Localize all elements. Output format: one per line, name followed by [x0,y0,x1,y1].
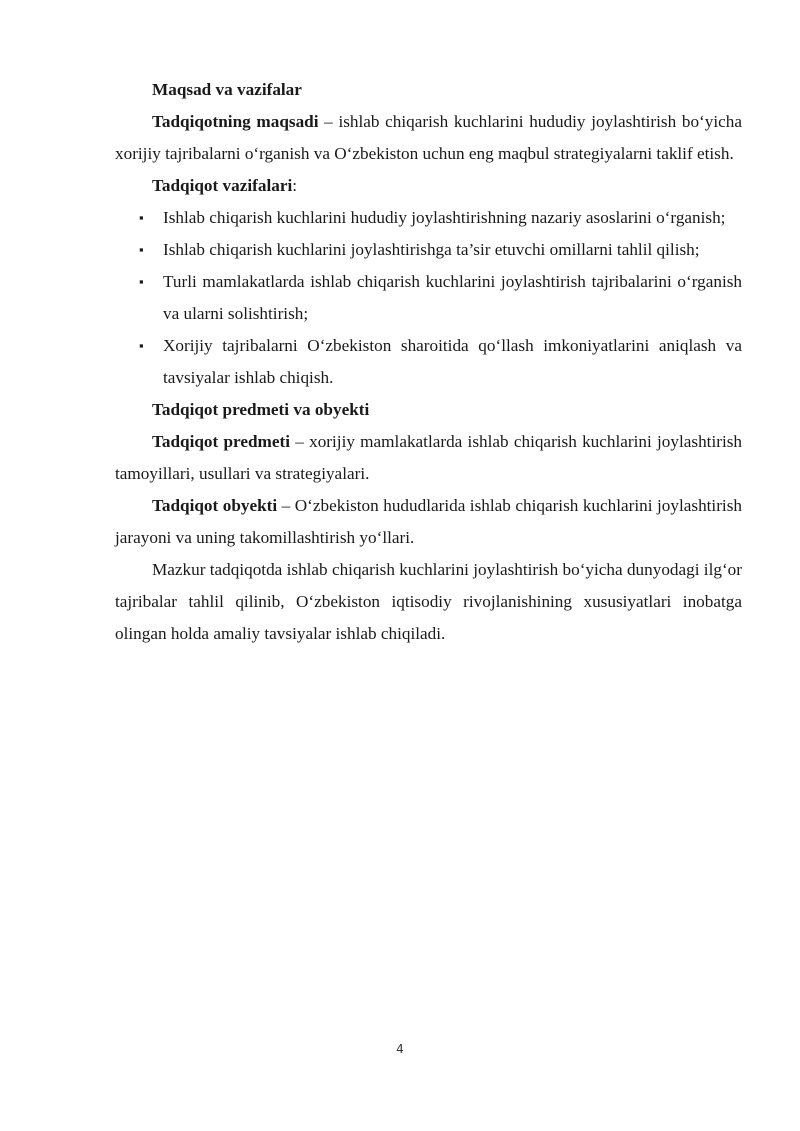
list-item-text: Xorijiy tajribalarni O‘zbekiston sharoitida qo‘llash imkoniyatlarini aniqlash va tavsiyalar ishlab chiqish. [163,336,742,387]
tasks-list [115,202,742,394]
section-heading-aims: Maqsad va vazifalar [152,80,302,99]
bullet-icon: ▪ [139,274,144,289]
page-body [115,74,742,650]
subject-paragraph [115,426,742,490]
list-item-text: Turli mamlakatlarda ishlab chiqarish kuchlarini joylashtirish tajribalarini o‘rganish va ularni solishtirish; [163,272,742,323]
list-item [115,234,742,266]
object-text: – O‘zbekiston hududlarida ishlab chiqarish kuchlarini joylashtirish jarayoni va uning takomillashtirish yo‘llari. [115,496,742,547]
bullet-icon: ▪ [139,242,144,257]
bullet-icon: ▪ [139,338,144,353]
subject-lead: Tadqiqot predmeti [152,432,291,451]
list-item [115,266,742,330]
tasks-lead: Tadqiqot vazifalari [152,176,293,195]
page-number: 4 [396,1042,404,1056]
object-lead: Tadqiqot obyekti [152,496,278,515]
list-item [115,330,742,394]
subject-text: – xorijiy mamlakatlarda ishlab chiqarish kuchlarini joylashtirish tamoyillari, usullari va strategiyalari. [115,432,742,483]
conclusion-paragraph: Mazkur tadqiqotda ishlab chiqarish kuchlarini joylashtirish bo‘yicha dunyodagi ilg‘or tajribalar tahlil qilinib, O‘zbekiston iqtisodiy rivojlanishining xususiyatlari inobatga olingan holda amaliy tavsiyalar ishlab chiqiladi. [115,560,742,643]
aim-lead: Tadqiqotning maqsadi [152,112,319,131]
aim-paragraph [115,106,742,170]
list-item-text: Ishlab chiqarish kuchlarini joylashtirishga ta’sir etuvchi omillarni tahlil qilish; [163,240,700,259]
list-item-text: Ishlab chiqarish kuchlarini hududiy joylashtirishning nazariy asoslarini o‘rganish; [163,208,726,227]
tasks-suffix: : [292,176,298,195]
tasks-heading [115,170,742,202]
aim-text: – ishlab chiqarish kuchlarini hududiy joylashtirish bo‘yicha xorijiy tajribalarni o‘rganish va O‘zbekiston uchun eng maqbul strategiyalarni taklif etish. [115,112,742,163]
object-paragraph [115,490,742,554]
list-item [115,202,742,234]
section-heading-subject-object: Tadqiqot predmeti va obyekti [152,400,370,419]
bullet-icon: ▪ [139,210,144,225]
